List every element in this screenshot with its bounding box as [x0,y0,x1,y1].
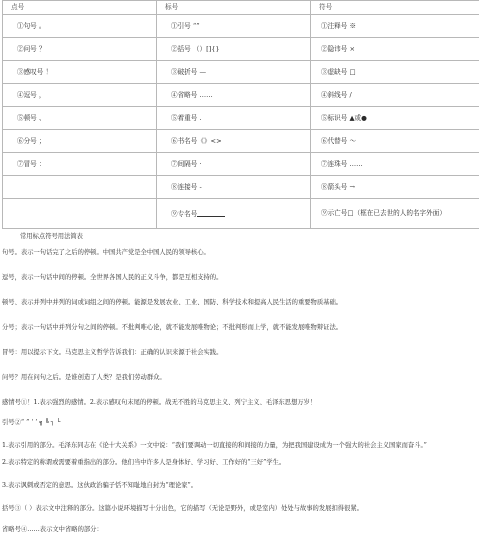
table-cell: ⑧箭头号 → [311,176,479,199]
table-cell: ⑦冒号 ： [3,153,157,176]
table-cell: ②隐讳号 × [311,38,479,61]
blank-underline [197,209,225,217]
table-row [3,130,479,153]
paragraph: 3.表示讽刺或否定的意思。这伙政治骗子恬不知耻地自封为“理论家”。 [2,482,476,490]
table-row [3,84,479,107]
paragraph: 逗号，表示一句话中间的停顿。全世界各国人民的正义斗争，都是互相支持的。 [2,274,476,282]
paragraph: 分号；表示一句话中并列分句之间的停顿。不批判唯心论，就不能发展唯物论；不批判形而上学，就不能发展唯物辩证法。 [2,324,476,332]
paragraph: 顿号、表示并列中并列的词或词组之间的停顿。能源是发展农业、工业、国防、科学技术和提高人民生活的重要物质基础。 [2,299,476,307]
table-cell: ②括号 （）[]{} [157,38,311,61]
paragraph: 引号②“ ” ‘ ’ ╗ ╚ ┐ └ [2,419,476,427]
table-cell: ②问号 ？ [3,38,157,61]
table-cell: ⑥分号 ； [3,130,157,153]
table-cell: ④省略号 …… [157,84,311,107]
paragraph: 省略号④……表示文中省略的部分： [2,526,476,534]
table-row [3,61,479,84]
paragraph: 2.表示特定的称谓或需要着重指出的部分。他们当中许多人是身体好、学习好、工作好的“三好”学生。 [2,459,476,467]
table-cell [157,199,311,229]
table-cell: ⑤着重号 . [157,107,311,130]
section-title: 常用标点符号用法简表 [2,233,476,241]
paragraph: 括号③（ ）表示文中注释的部分。这篇小说环境描写十分出色，它的描写（无论是野外，或是室内）处处与故事的发展扣得很紧。 [2,505,476,513]
table-cell: ①句号 。 [3,15,157,38]
table-cell: ③破折号 — [157,61,311,84]
table-header-row [3,1,479,15]
table-header-cell: 点号 [3,1,157,15]
table-cell-text: ⑨专名号 [171,210,197,218]
punctuation-table [2,0,479,229]
table-cell [3,176,157,199]
table-row [3,153,479,176]
table-cell: ⑧连接号 - [157,176,311,199]
paragraph: 冒号：用以提示下文。马克思主义哲学告诉我们：正确的认识来源于社会实践。 [2,349,476,357]
table-cell: ④斜线号 / [311,84,479,107]
table-row [3,176,479,199]
table-row [3,199,479,229]
table-cell: ⑦连珠号 …… [311,153,479,176]
paragraph: 问号？用在问句之后。是谁创造了人类？是我们劳动群众。 [2,374,476,382]
table-cell: ⑥书名号《》<> [157,130,311,153]
usage-notes [2,233,476,534]
table-cell: ⑨示亡号□（框在已去世的人的名字外面） [311,199,479,229]
table-cell: ③感叹号 ！ [3,61,157,84]
table-row [3,15,479,38]
table-cell: ③虚缺号 □ [311,61,479,84]
table-cell: ⑥代替号 ～ [311,130,479,153]
table-cell: ①注释号 ※ [311,15,479,38]
table-cell [3,199,157,229]
table-cell: ⑤顿号 、 [3,107,157,130]
table-row [3,38,479,61]
table-header-cell: 符号 [311,1,479,15]
paragraph: 句号。表示一句话完了之后的停顿。中国共产党是全中国人民的领导核心。 [2,249,476,257]
table-cell: ①引号 “” [157,15,311,38]
table-cell: ④逗号 ， [3,84,157,107]
paragraph: 1.表示引用的部分。毛泽东同志在《论十大关系》一文中说：“我们要调动一切直接的和间接的力量，为把我国建设成为一个强大的社会主义国家而奋斗。” [2,442,476,450]
paragraph: 感情号①！1.表示强烈的感情。2.表示感叹句末尾的停顿。战无不胜的马克思主义、列宁主义、毛泽东思想万岁！ [2,399,476,407]
table-header-cell: 标号 [157,1,311,15]
table-cell: ⑤标识号 ▲或● [311,107,479,130]
table-row [3,107,479,130]
table-cell: ⑦间隔号 · [157,153,311,176]
